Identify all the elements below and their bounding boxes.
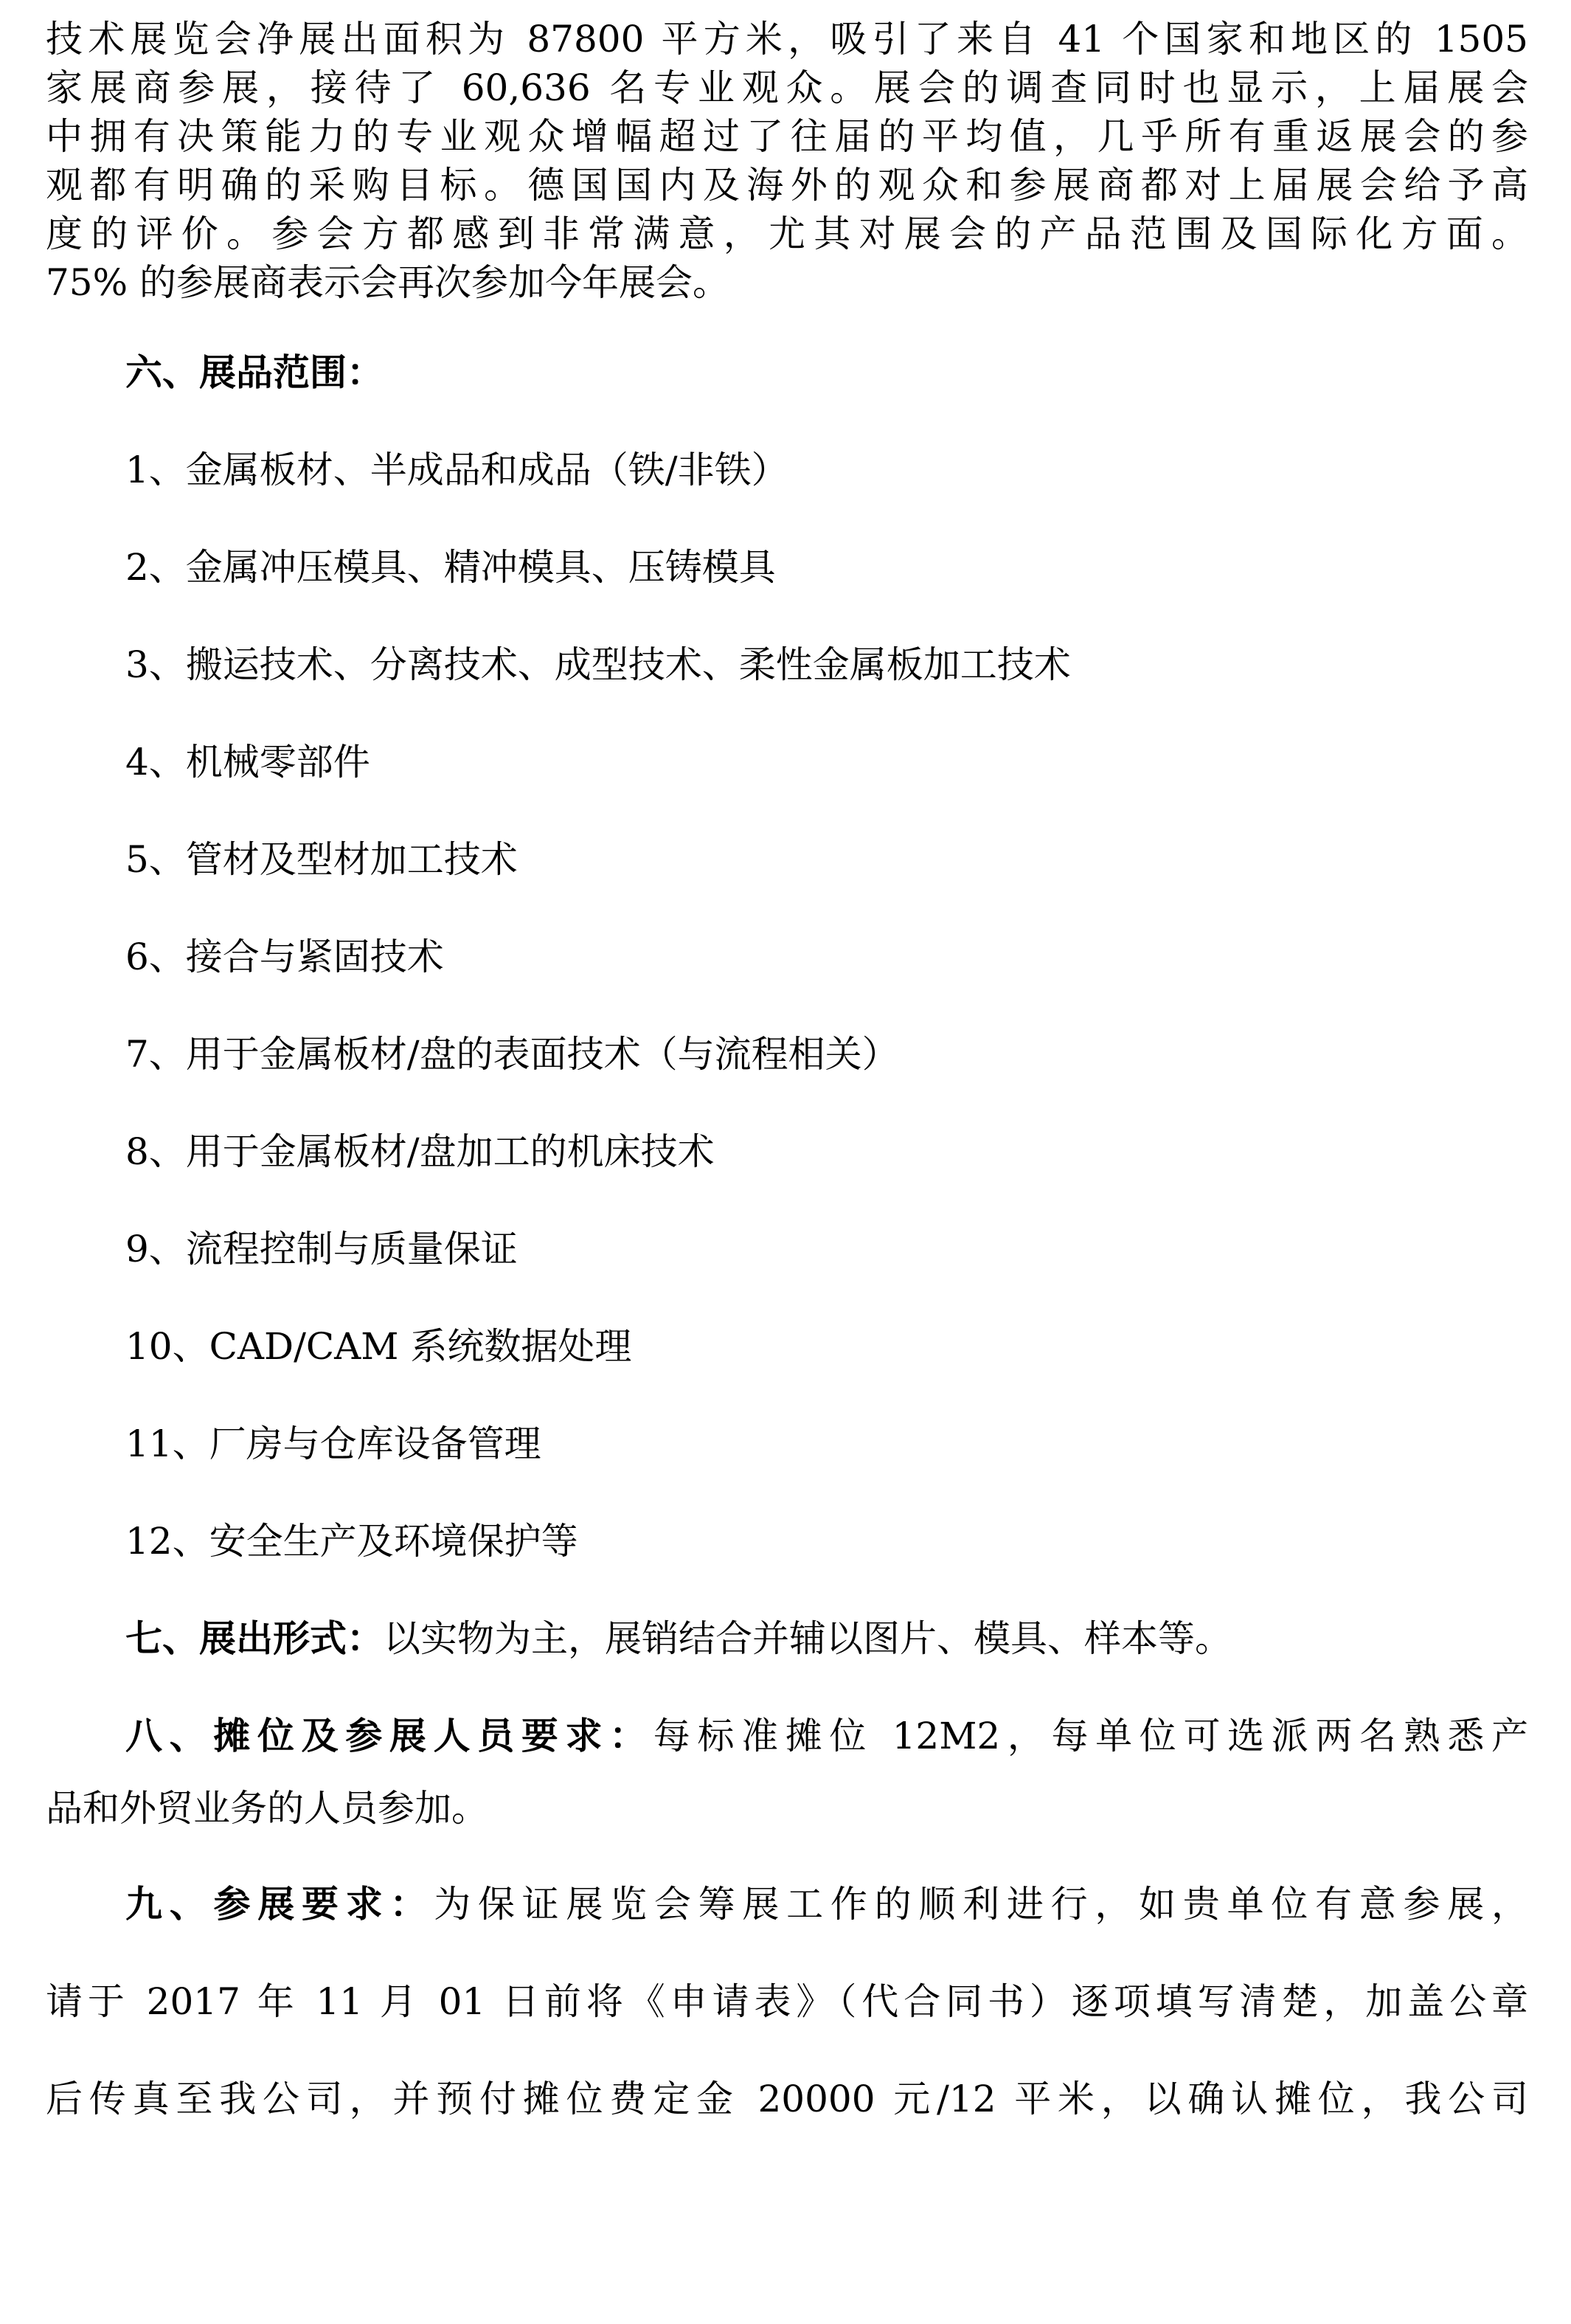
scope-item-9: 9、流程控制与质量保证 (125, 1228, 518, 1270)
intro-line-6: 75% 的参展商表示会再次参加今年展会。 (46, 261, 730, 304)
booth-requirements-text-2: 品和外贸业务的人员参加。 (46, 1787, 488, 1830)
scope-item-10: 10、CAD/CAM 系统数据处理 (125, 1325, 632, 1368)
scope-item-8: 8、用于金属板材/盘加工的机床技术 (125, 1130, 715, 1173)
scope-item-5: 5、管材及型材加工技术 (125, 838, 518, 881)
intro-line-1: 技术展览会净展出面积为 87800 平方米，吸引了来自 41 个国家和地区的 1505 (46, 18, 1528, 60)
exhibit-form-text: 以实物为主，展销结合并辅以图片、模具、样本等。 (384, 1617, 1232, 1660)
participation-text-3: 后传真至我公司，并预付摊位费定金 20000 元/12 平米，以确认摊位，我公司 (46, 2078, 1528, 2120)
scope-item-2: 2、金属冲压模具、精冲模具、压铸模具 (125, 546, 776, 589)
intro-line-2: 家展商参展，接待了 60,636 名专业观众。展会的调查同时也显示，上届展会 (46, 66, 1528, 109)
scope-item-11: 11、厂房与仓库设备管理 (125, 1422, 541, 1465)
scope-item-3: 3、搬运技术、分离技术、成型技术、柔性金属板加工技术 (125, 643, 1071, 686)
intro-line-4: 观都有明确的采购目标。德国国内及海外的观众和参展商都对上届展会给予高 (46, 164, 1528, 207)
scope-item-7: 7、用于金属板材/盘的表面技术（与流程相关） (125, 1033, 899, 1076)
section-label-booth-requirements: 八、摊位及参展人员要求： (125, 1714, 653, 1757)
section-exhibit-form (125, 1614, 1528, 1663)
section-booth-requirements (125, 1712, 1528, 1760)
section-heading-exhibit-scope: 六、展品范围： (125, 350, 384, 394)
booth-requirements-text-1: 每标准摊位 12M2，每单位可选派两名熟悉产 (653, 1715, 1528, 1757)
section-label-participation-requirements: 九、参展要求： (125, 1882, 434, 1926)
intro-line-3: 中拥有决策能力的专业观众增幅超过了往届的平均值，几乎所有重返展会的参 (46, 115, 1528, 158)
scope-item-6: 6、接合与紧固技术 (125, 936, 444, 978)
participation-text-1: 为保证展览会筹展工作的顺利进行，如贵单位有意参展， (434, 1883, 1528, 1926)
scope-item-1: 1、金属板材、半成品和成品（铁/非铁） (125, 449, 788, 491)
intro-line-5: 度的评价。参会方都感到非常满意，尤其对展会的产品范围及国际化方面。 (46, 212, 1528, 255)
section-participation-requirements (125, 1880, 1528, 1929)
scope-item-4: 4、机械零部件 (125, 741, 370, 784)
participation-text-2: 请于 2017 年 11 月 01 日前将《申请表》（代合同书）逐项填写清楚，加盖公章 (46, 1980, 1528, 2023)
section-label-exhibit-form: 七、展出形式： (125, 1616, 384, 1660)
scope-item-12: 12、安全生产及环境保护等 (125, 1520, 578, 1563)
